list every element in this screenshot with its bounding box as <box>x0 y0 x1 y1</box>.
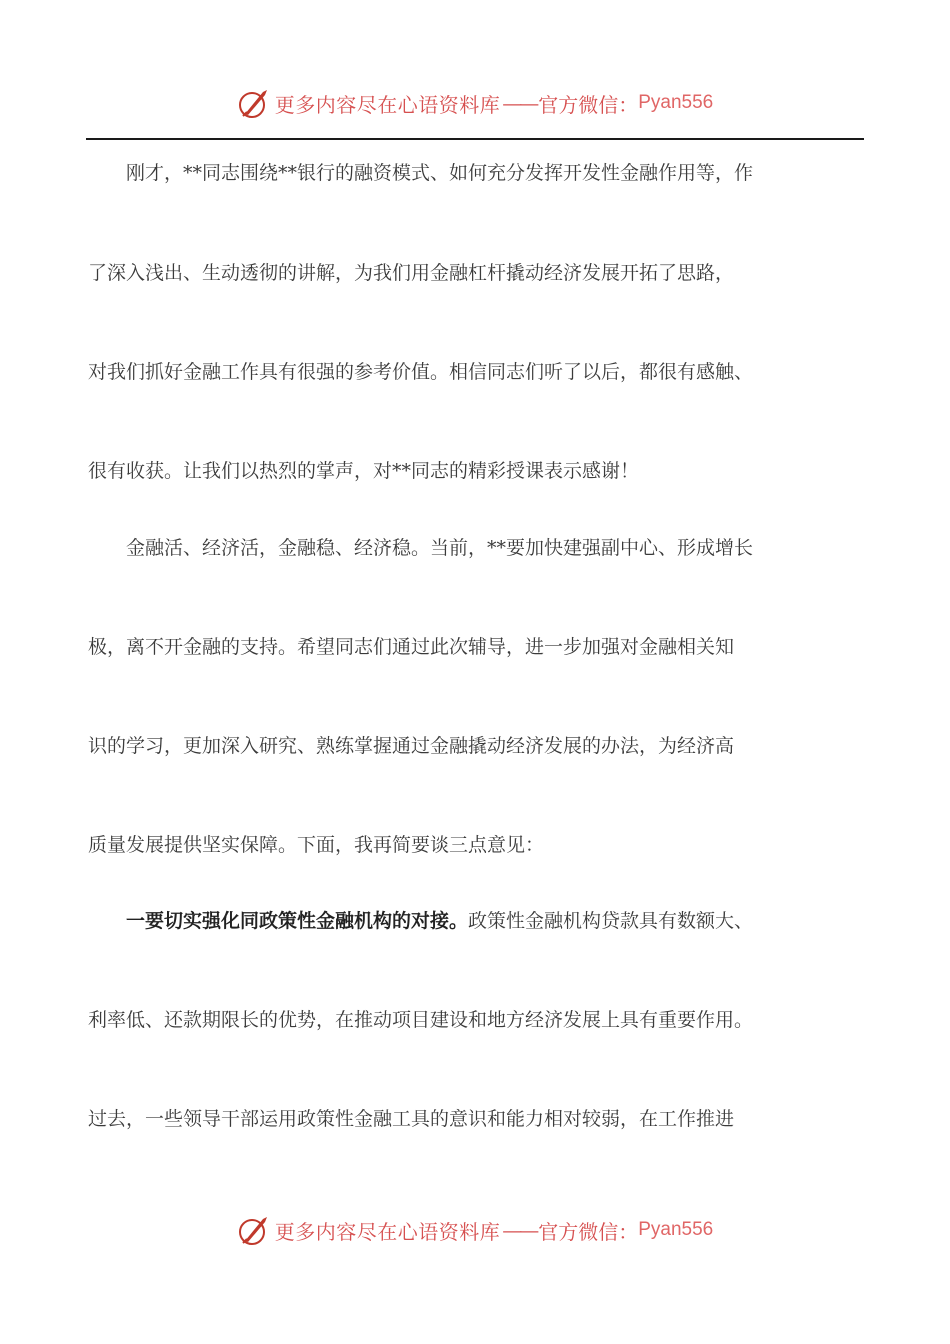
body-line: 很有收获。让我们以热烈的掌声，对**同志的精彩授课表示感谢！ <box>88 460 640 482</box>
banner-wechat-id: Pyan556 <box>638 92 714 113</box>
quill-logo-icon <box>237 1213 271 1247</box>
banner-text: 更多内容尽在心语资料库 <box>274 92 501 117</box>
body-line: 过去，一些领导干部运用政策性金融工具的意识和能力相对较弱，在工作推进 <box>88 1108 735 1130</box>
banner-wechat-id: Pyan556 <box>638 1219 714 1240</box>
body-line: 质量发展提供坚实保障。下面，我再简要谈三点意见： <box>88 834 545 856</box>
header-banner <box>0 86 950 120</box>
banner-dash: —— <box>502 91 537 115</box>
banner-dash: —— <box>502 1218 537 1242</box>
body-line: 极，离不开金融的支持。希望同志们通过此次辅导，进一步加强对金融相关知 <box>88 636 735 658</box>
body-line: 利率低、还款期限长的优势，在推动项目建设和地方经济发展上具有重要作用。 <box>88 1009 754 1031</box>
body-line-rest: 政策性金融机构贷款具有数额大、 <box>468 910 754 932</box>
header-rule <box>86 138 864 140</box>
footer-banner <box>0 1213 950 1247</box>
body-line: 金融活、经济活，金融稳、经济稳。当前，**要加快建强副中心、形成增长 <box>126 537 754 559</box>
bold-lead: 一要切实强化同政策性金融机构的对接。 <box>126 910 469 932</box>
banner-wechat-label: 官方微信： <box>538 1219 639 1244</box>
body-line: 了深入浅出、生动透彻的讲解，为我们用金融杠杆撬动经济发展开拓了思路， <box>88 262 735 284</box>
body-line: 刚才，**同志围绕**银行的融资模式、如何充分发挥开发性金融作用等，作 <box>126 162 754 184</box>
banner-text: 更多内容尽在心语资料库 <box>274 1219 501 1244</box>
body-line: 对我们抓好金融工作具有很强的参考价值。相信同志们听了以后，都很有感触、 <box>88 361 754 383</box>
banner-wechat-label: 官方微信： <box>538 92 639 117</box>
body-line <box>126 906 916 933</box>
body-line: 识的学习，更加深入研究、熟练掌握通过金融撬动经济发展的办法，为经济高 <box>88 735 735 757</box>
quill-logo-icon <box>237 86 271 120</box>
